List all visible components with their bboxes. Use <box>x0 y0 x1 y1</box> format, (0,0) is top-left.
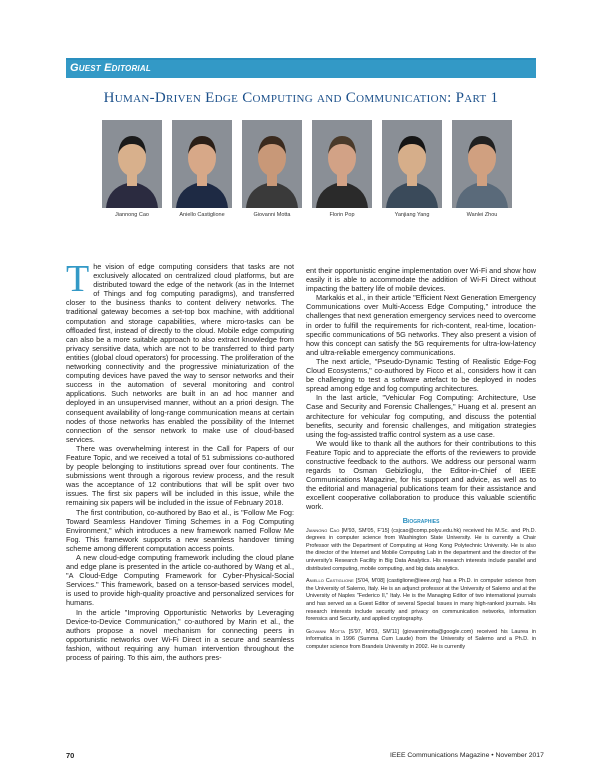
paragraph: ent their opportunistic engine implementation over Wi-Fi and show how easily it is able to accommodate the addition of Wi-Fi Direct without impacting the battery life of mobile devices. <box>306 266 536 294</box>
editor-photo <box>312 120 372 208</box>
editor-name: Yanjiang Yang <box>394 212 430 218</box>
paragraph: We would like to thank all the authors for their contributions to this Feature Topic and to appreciate the efforts of the reviewers to provide constructive feedback to the authors. We address our personal warm regards to Osman Gebizlioglu, the Editor-in-Chief of IEEE Communications Magazine, for his support and advice, as well as to the editorial and managerial publications team for their assistance and excellent cooperative collaboration to produce this valuable scientific work. <box>306 438 536 512</box>
editor-photo <box>242 120 302 208</box>
journal-footer: IEEE Communications Magazine • November 2017 <box>390 752 544 759</box>
editor-name: Jiannong Cao <box>115 212 149 218</box>
bio-name: Giovanni Motta <box>306 628 345 635</box>
bio-paragraph: Aniello Castiglione [S'04, M'08] (castiglione@ieee.org) has a Ph.D. in computer science from the University of Salerno, Italy. He is an adjunct professor at the University of Salerno and at the University of Naples "Federico II," Italy. He is the Managing Editor of two international journals and has served as a Guest Editor of several Special Issues in many high-ranked journals. His research interests include security and privacy on communication networks, information forensics and Security, and applied cryptography. <box>306 578 536 623</box>
paragraph: Markakis et al., in their article "Efficient Next Generation Emergency Communications over Multi-Access Edge Computing," introduce the challenges that next generation emergency services need to overcome in order to fulfill the requirements for rich-content, real-time, location-specific communications of 5G networks. They also present a vision of how this concept can satisfy the 5G requirements for ultra-low-latency and ultra-reliable emergency communications. <box>306 293 536 357</box>
biographies-heading: Biographies <box>402 515 440 525</box>
bio-name: Aniello Castiglione <box>306 578 354 585</box>
paragraph: In the last article, "Vehicular Fog Computing: Architecture, Use Case and Security and Forensic Challenges," Huang et al. present an architecture for vehicular fog computing, and discuss the potential benefits, security and forensic challenges, and mitigation strategies using the fog-assisted traffic control system as a use case. <box>306 393 536 439</box>
paragraph: The next article, "Pseudo-Dynamic Testing of Realistic Edge-Fog Cloud Ecosystems," co-authored by Ficco et al., considers how it can be challenging to test a software artefact to be deployed in nodes spread among edge and fog computing architectures. <box>306 356 536 394</box>
section-banner <box>66 60 536 78</box>
editor-photo <box>452 120 512 208</box>
article-title: Human-Driven Edge Computing and Communication: Part 1 <box>103 90 499 106</box>
editor-name: Giovanni Motta <box>253 212 291 218</box>
editor-photo <box>382 120 442 208</box>
paragraph: In the article "Improving Opportunistic Networks by Leveraging Device-to-Device Communication," co-authored by Marin et al., the authors propose a novel mechanism for connecting peers in opportunistic networks over Wi-Fi Direct in a secure and seamless fashion, without requiring any human intervention throughout the process of pairing. To this aim, the authors pres- <box>66 607 294 663</box>
bio-name: Jiannong Cao <box>306 527 340 534</box>
editor-photo <box>102 120 162 208</box>
editor-photos <box>102 120 512 224</box>
bio-paragraph: Giovanni Motta [S'97, M'03, SM'11] (giovannimotta@google.com) received his Laurea in informatica in 1996 (Summa Cum Laude) from the University of Salerno and a Ph.D. in computer science from Brandeis University in 2002. He is currently <box>306 628 537 650</box>
editor-photo <box>172 120 232 208</box>
paragraph: There was overwhelming interest in the Call for Papers of our Feature Topic, and we received a total of 51 submissions co-authored by people belonging to institutions spread over four continents. The submissions went through a rigorous review process, and the result was the acceptance of 12 contributions that will be split over two issues. The first six papers will be included in this issue, while the remaining six papers will be included in the issue of February 2018. <box>66 443 294 508</box>
editor-name: Wanlei Zhou <box>466 212 498 218</box>
section-label: Guest Editorial <box>70 62 151 74</box>
left-column <box>66 258 294 663</box>
paragraph: The first contribution, co-authored by Bao et al., is "Follow Me Fog: Toward Seamless Handover Timing Schemes in a Fog Computing Environment," which introduces a new framework named Follow Me Fog. This framework supports a new seamless handover timing scheme among different computation access points. <box>66 507 294 553</box>
bio-paragraph: Jiannong Cao [M'93, SM'05, F'15] (csjcao@comp.polyu.edu.hk) received his M.Sc. and Ph.D. degrees in computer science from Washington State University. He is currently a Chair Professor with the Department of Computing at Hong Kong Polytechnic University. He is also the director of the Internet and Mobile Computing Lab in the department and the director of the university's Research Facility in Big Data Analytics. His research interests include parallel and distributed computing, mobile computing, and big data analytics. <box>306 527 536 572</box>
paragraph: A new cloud-edge computing framework including the cloud plane and edge plane is presented in the article co-authored by Wang et al., "A Cloud-Edge Computing Framework for Cyber-Physical-Social Services." This framework, based on a tensor-based services model, is used to provide high-quality proactive and personalized services for humans. <box>66 553 294 608</box>
editor-name: Florin Pop <box>329 212 355 218</box>
right-column <box>306 266 536 657</box>
editor-name: Aniello Castiglione <box>179 212 225 218</box>
drop-cap: T <box>66 258 90 300</box>
paragraph-intro: The vision of edge computing considers that tasks are not exclusively allocated on centralized cloud platforms, but are distributed toward the edge of the network (as in the Internet of Things and fog computing paradigms), and transferred closer to the business thanks to content delivery networks. The traditional gateway becomes a set-top box machine, with additional computation and storage capabilities, where micro-tasks can be offloaded first, instead of directly to the cloud. Mobile edge computing can also be a more suitable approach to also extract knowledge from privacy sensitive data, which are not to be transferred to third party entities (global cloud operators) for processing. The proliferation of the networking connectivity and the progressive miniaturization of the computing devices have paved the way to sensor networks and their success in the automation of several monitoring and control applications. Such networks are built in an ad hoc manner and deployed in an unsupervised manner, without an a priori design. The consequent availability of long-range communication means at certain nodes of those networks has enabled the possibility of the Internet connection of the sensor network to make use of cloud-based services. <box>66 258 294 444</box>
page-number: 70 <box>66 751 75 760</box>
